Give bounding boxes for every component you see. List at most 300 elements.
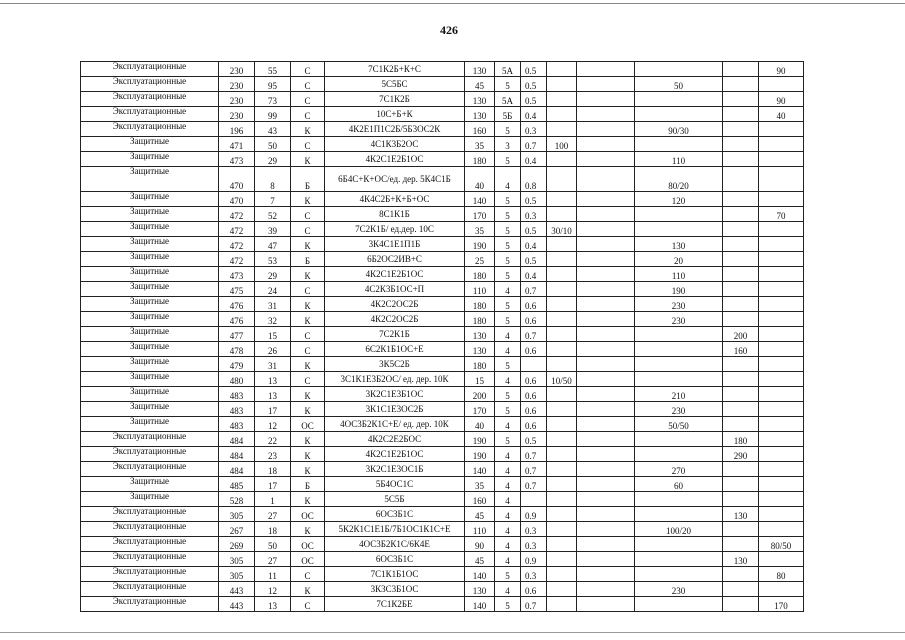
- cell-age: 130: [465, 582, 495, 597]
- cell-val-1: [547, 297, 577, 312]
- cell-val-4: [723, 192, 759, 207]
- cell-val-4: [723, 252, 759, 267]
- cell-category: Эксплуатационные: [81, 432, 219, 447]
- cell-category: Эксплуатационные: [81, 597, 219, 612]
- cell-composition: 7С1К1Б1ОС: [325, 567, 465, 582]
- cell-composition: 5Б4ОС1С: [325, 477, 465, 492]
- cell-age: 130: [465, 327, 495, 342]
- cell-class: 5: [495, 432, 521, 447]
- cell-val-2: 130: [635, 237, 723, 252]
- page-number: 426: [440, 23, 458, 37]
- cell-category: Эксплуатационные: [81, 122, 219, 137]
- cell-species: ОС: [291, 507, 325, 522]
- table-row: [81, 567, 804, 582]
- cell-composition: 4К2С1Е2Б1ОС: [325, 447, 465, 462]
- cell-density: 0.7: [521, 137, 547, 152]
- cell-val-1: [547, 477, 577, 492]
- cell-category: Защитные: [81, 137, 219, 152]
- cell-val-1b: [577, 297, 635, 312]
- cell-val-1: [547, 312, 577, 327]
- cell-plot: 12: [255, 417, 291, 432]
- cell-quarter: 443: [219, 597, 255, 612]
- cell-species: К: [291, 402, 325, 417]
- cell-val-1b: [577, 327, 635, 342]
- cell-val-1b: [577, 252, 635, 267]
- cell-val-1b: [577, 152, 635, 167]
- cell-age: 140: [465, 567, 495, 582]
- table-row: [81, 477, 804, 492]
- cell-age: 45: [465, 77, 495, 92]
- cell-val-4: [723, 267, 759, 282]
- cell-class: 5: [495, 567, 521, 582]
- cell-val-4: [723, 107, 759, 122]
- cell-species: К: [291, 357, 325, 372]
- cell-plot: 27: [255, 507, 291, 522]
- table-row: [81, 92, 804, 107]
- cell-density: 0.6: [521, 297, 547, 312]
- cell-age: 130: [465, 62, 495, 77]
- cell-composition: 3К1С1Е3ОС2Б: [325, 402, 465, 417]
- cell-age: 180: [465, 357, 495, 372]
- cell-quarter: 477: [219, 327, 255, 342]
- cell-category: Эксплуатационные: [81, 92, 219, 107]
- cell-density: 0.7: [521, 477, 547, 492]
- cell-val-4: [723, 167, 759, 192]
- cell-val-1: [547, 152, 577, 167]
- table-row: [81, 537, 804, 552]
- cell-category: Защитные: [81, 237, 219, 252]
- cell-quarter: 230: [219, 77, 255, 92]
- cell-val-1: [547, 357, 577, 372]
- table-row: [81, 282, 804, 297]
- cell-class: 4: [495, 417, 521, 432]
- cell-plot: 17: [255, 477, 291, 492]
- cell-val-5: [759, 267, 804, 282]
- cell-val-2: [635, 107, 723, 122]
- cell-val-2: [635, 62, 723, 77]
- cell-val-4: [723, 282, 759, 297]
- cell-val-5: [759, 477, 804, 492]
- cell-species: С: [291, 207, 325, 222]
- cell-plot: 1: [255, 492, 291, 507]
- cell-val-1: [547, 107, 577, 122]
- cell-category: Эксплуатационные: [81, 582, 219, 597]
- cell-age: 25: [465, 252, 495, 267]
- cell-age: 140: [465, 462, 495, 477]
- cell-val-5: 170: [759, 597, 804, 612]
- cell-age: 40: [465, 167, 495, 192]
- cell-val-1b: [577, 312, 635, 327]
- cell-age: 160: [465, 122, 495, 137]
- cell-val-1: [547, 207, 577, 222]
- cell-val-1b: [577, 432, 635, 447]
- cell-species: ОС: [291, 537, 325, 552]
- table-row: [81, 342, 804, 357]
- table-row: [81, 492, 804, 507]
- cell-val-1: [547, 402, 577, 417]
- cell-composition: 6ОС3Б1С: [325, 552, 465, 567]
- cell-species: К: [291, 237, 325, 252]
- cell-class: 4: [495, 342, 521, 357]
- cell-composition: 3К4С1Е1П1Б: [325, 237, 465, 252]
- cell-val-2: 110: [635, 267, 723, 282]
- cell-composition: 3К2С1Е3Б1ОС: [325, 387, 465, 402]
- cell-class: 5Б: [495, 107, 521, 122]
- cell-category: Защитные: [81, 357, 219, 372]
- cell-val-2: 230: [635, 312, 723, 327]
- cell-composition: 5С5Б: [325, 492, 465, 507]
- cell-age: 140: [465, 597, 495, 612]
- cell-val-1b: [577, 387, 635, 402]
- cell-category: Защитные: [81, 252, 219, 267]
- cell-val-1b: [577, 402, 635, 417]
- cell-composition: 7С1К2БЕ: [325, 597, 465, 612]
- cell-composition: 6С2К1Б1ОС+Е: [325, 342, 465, 357]
- cell-val-1: [547, 432, 577, 447]
- cell-species: Б: [291, 477, 325, 492]
- table-row: [81, 297, 804, 312]
- forest-inventory-table: [80, 61, 804, 612]
- cell-age: 180: [465, 312, 495, 327]
- cell-composition: 5С5БС: [325, 77, 465, 92]
- cell-val-2: 60: [635, 477, 723, 492]
- cell-class: 4: [495, 462, 521, 477]
- cell-species: К: [291, 192, 325, 207]
- cell-val-1: [547, 522, 577, 537]
- cell-quarter: 472: [219, 207, 255, 222]
- cell-quarter: 305: [219, 567, 255, 582]
- cell-val-2: 270: [635, 462, 723, 477]
- cell-density: 0.6: [521, 387, 547, 402]
- cell-composition: 4К4С2Б+К+Б+ОС: [325, 192, 465, 207]
- table-row: [81, 402, 804, 417]
- cell-class: 5: [495, 312, 521, 327]
- cell-val-2: 190: [635, 282, 723, 297]
- cell-val-2: 50/50: [635, 417, 723, 432]
- cell-age: 140: [465, 192, 495, 207]
- cell-val-2: 90/30: [635, 122, 723, 137]
- cell-plot: 23: [255, 447, 291, 462]
- cell-species: С: [291, 62, 325, 77]
- cell-composition: 3К3С3Б1ОС: [325, 582, 465, 597]
- cell-val-5: [759, 192, 804, 207]
- cell-plot: 11: [255, 567, 291, 582]
- cell-category: Эксплуатационные: [81, 62, 219, 77]
- cell-val-4: 290: [723, 447, 759, 462]
- cell-plot: 15: [255, 327, 291, 342]
- cell-val-4: [723, 492, 759, 507]
- table-row: [81, 207, 804, 222]
- cell-category: Эксплуатационные: [81, 507, 219, 522]
- cell-age: 180: [465, 267, 495, 282]
- cell-val-1b: [577, 122, 635, 137]
- table-row: [81, 192, 804, 207]
- cell-val-2: [635, 432, 723, 447]
- cell-composition: 5К2К1С1Е1Б/7Б1ОС1К1С+Е: [325, 522, 465, 537]
- cell-val-1: [547, 62, 577, 77]
- cell-val-1: [547, 252, 577, 267]
- cell-age: 180: [465, 297, 495, 312]
- cell-val-2: [635, 507, 723, 522]
- cell-val-1b: [577, 447, 635, 462]
- cell-val-4: [723, 417, 759, 432]
- cell-composition: 4К2С1Е2Б1ОС: [325, 152, 465, 167]
- top-scan-rule: [0, 3, 905, 4]
- cell-val-1b: [577, 137, 635, 152]
- cell-density: 0.9: [521, 507, 547, 522]
- cell-val-2: 120: [635, 192, 723, 207]
- cell-category: Эксплуатационные: [81, 522, 219, 537]
- cell-composition: 4С1К3Б2ОС: [325, 137, 465, 152]
- table-row: [81, 462, 804, 477]
- cell-quarter: 483: [219, 387, 255, 402]
- cell-species: С: [291, 107, 325, 122]
- table-row: [81, 597, 804, 612]
- cell-species: С: [291, 372, 325, 387]
- cell-composition: 4С2К3Б1ОС+П: [325, 282, 465, 297]
- cell-val-1b: [577, 537, 635, 552]
- cell-species: С: [291, 282, 325, 297]
- table-row: [81, 237, 804, 252]
- cell-val-2: [635, 222, 723, 237]
- cell-density: 0.5: [521, 222, 547, 237]
- cell-val-1: [547, 267, 577, 282]
- cell-val-5: [759, 492, 804, 507]
- cell-density: 0.3: [521, 122, 547, 137]
- cell-density: 0.5: [521, 432, 547, 447]
- cell-quarter: 230: [219, 107, 255, 122]
- cell-age: 40: [465, 417, 495, 432]
- cell-class: 5: [495, 402, 521, 417]
- cell-class: 5: [495, 122, 521, 137]
- cell-category: Защитные: [81, 372, 219, 387]
- cell-category: Защитные: [81, 492, 219, 507]
- cell-val-4: [723, 387, 759, 402]
- cell-composition: 6ОС3Б1С: [325, 507, 465, 522]
- cell-category: Защитные: [81, 192, 219, 207]
- cell-plot: 55: [255, 62, 291, 77]
- cell-val-1: 100: [547, 137, 577, 152]
- cell-val-1b: [577, 567, 635, 582]
- cell-val-1b: [577, 282, 635, 297]
- cell-species: Б: [291, 167, 325, 192]
- cell-category: Эксплуатационные: [81, 107, 219, 122]
- cell-quarter: 480: [219, 372, 255, 387]
- cell-plot: 47: [255, 237, 291, 252]
- cell-species: С: [291, 92, 325, 107]
- cell-val-2: [635, 207, 723, 222]
- cell-val-4: [723, 297, 759, 312]
- cell-val-1: [547, 507, 577, 522]
- cell-val-2: [635, 342, 723, 357]
- cell-density: 0.5: [521, 92, 547, 107]
- cell-density: 0.6: [521, 342, 547, 357]
- cell-val-1b: [577, 507, 635, 522]
- cell-category: Эксплуатационные: [81, 552, 219, 567]
- cell-val-2: 230: [635, 297, 723, 312]
- cell-species: К: [291, 122, 325, 137]
- cell-composition: 4К2С2ОС2Б: [325, 297, 465, 312]
- cell-val-4: [723, 77, 759, 92]
- cell-quarter: 472: [219, 237, 255, 252]
- cell-species: ОС: [291, 552, 325, 567]
- cell-quarter: 230: [219, 92, 255, 107]
- cell-category: Защитные: [81, 312, 219, 327]
- table-row: [81, 372, 804, 387]
- cell-val-5: [759, 222, 804, 237]
- cell-plot: 29: [255, 152, 291, 167]
- cell-val-4: [723, 522, 759, 537]
- cell-plot: 95: [255, 77, 291, 92]
- cell-val-4: [723, 237, 759, 252]
- cell-val-4: [723, 582, 759, 597]
- cell-val-2: 100/20: [635, 522, 723, 537]
- cell-composition: 7С2К1Б: [325, 327, 465, 342]
- cell-category: Защитные: [81, 282, 219, 297]
- cell-val-5: [759, 507, 804, 522]
- table-row: [81, 447, 804, 462]
- table-row: [81, 107, 804, 122]
- cell-quarter: 305: [219, 507, 255, 522]
- cell-val-1: [547, 282, 577, 297]
- cell-species: К: [291, 297, 325, 312]
- cell-quarter: 475: [219, 282, 255, 297]
- table-row: [81, 137, 804, 152]
- table-row: [81, 522, 804, 537]
- cell-plot: 17: [255, 402, 291, 417]
- cell-val-5: 90: [759, 62, 804, 77]
- cell-age: 15: [465, 372, 495, 387]
- cell-val-1: [547, 462, 577, 477]
- cell-val-5: [759, 312, 804, 327]
- cell-density: 0.6: [521, 402, 547, 417]
- table-row: [81, 222, 804, 237]
- cell-class: 4: [495, 492, 521, 507]
- cell-quarter: 305: [219, 552, 255, 567]
- cell-val-4: [723, 137, 759, 152]
- cell-age: 170: [465, 402, 495, 417]
- cell-quarter: 443: [219, 582, 255, 597]
- cell-category: Эксплуатационные: [81, 537, 219, 552]
- cell-plot: 13: [255, 387, 291, 402]
- cell-val-1: [547, 77, 577, 92]
- cell-val-1: [547, 447, 577, 462]
- cell-val-1: [547, 537, 577, 552]
- table-row: [81, 152, 804, 167]
- cell-val-5: [759, 402, 804, 417]
- cell-val-1: [547, 387, 577, 402]
- cell-val-1b: [577, 552, 635, 567]
- cell-val-2: [635, 492, 723, 507]
- cell-val-2: [635, 92, 723, 107]
- cell-val-4: [723, 92, 759, 107]
- cell-composition: 4К2С2ОС2Б: [325, 312, 465, 327]
- cell-category: Эксплуатационные: [81, 447, 219, 462]
- cell-val-5: 40: [759, 107, 804, 122]
- cell-val-5: [759, 582, 804, 597]
- cell-density: 0.5: [521, 252, 547, 267]
- cell-val-2: 230: [635, 402, 723, 417]
- cell-val-4: [723, 372, 759, 387]
- cell-val-1b: [577, 417, 635, 432]
- cell-val-1: [547, 122, 577, 137]
- cell-val-4: 130: [723, 507, 759, 522]
- cell-species: С: [291, 222, 325, 237]
- cell-quarter: 470: [219, 167, 255, 192]
- cell-val-5: [759, 167, 804, 192]
- cell-class: 5: [495, 222, 521, 237]
- cell-val-5: 80: [759, 567, 804, 582]
- cell-plot: 43: [255, 122, 291, 137]
- cell-species: К: [291, 432, 325, 447]
- cell-quarter: 483: [219, 402, 255, 417]
- cell-density: 0.7: [521, 447, 547, 462]
- cell-plot: 13: [255, 597, 291, 612]
- table-row: [81, 267, 804, 282]
- bottom-scan-rule: [0, 632, 905, 633]
- cell-val-1b: [577, 167, 635, 192]
- cell-val-1: [547, 92, 577, 107]
- table-row: [81, 387, 804, 402]
- cell-category: Защитные: [81, 222, 219, 237]
- cell-species: К: [291, 522, 325, 537]
- cell-density: 0.3: [521, 537, 547, 552]
- cell-class: 5: [495, 77, 521, 92]
- cell-class: 5: [495, 597, 521, 612]
- cell-quarter: 484: [219, 462, 255, 477]
- cell-val-1b: [577, 462, 635, 477]
- cell-val-4: [723, 537, 759, 552]
- cell-quarter: 484: [219, 432, 255, 447]
- cell-val-4: [723, 357, 759, 372]
- cell-density: 0.5: [521, 192, 547, 207]
- cell-val-2: [635, 537, 723, 552]
- cell-val-1b: [577, 192, 635, 207]
- cell-species: С: [291, 327, 325, 342]
- cell-class: 5: [495, 252, 521, 267]
- cell-species: ОС: [291, 417, 325, 432]
- cell-class: 4: [495, 167, 521, 192]
- cell-val-4: [723, 312, 759, 327]
- cell-quarter: 230: [219, 62, 255, 77]
- cell-category: Эксплуатационные: [81, 567, 219, 582]
- cell-age: 110: [465, 522, 495, 537]
- cell-density: 0.5: [521, 62, 547, 77]
- cell-val-2: 110: [635, 152, 723, 167]
- cell-composition: 8С1К1Б: [325, 207, 465, 222]
- cell-age: 160: [465, 492, 495, 507]
- cell-class: 4: [495, 372, 521, 387]
- cell-category: Защитные: [81, 387, 219, 402]
- cell-density: 0.7: [521, 327, 547, 342]
- cell-val-5: [759, 552, 804, 567]
- cell-category: Защитные: [81, 402, 219, 417]
- table-row: [81, 582, 804, 597]
- cell-val-4: [723, 152, 759, 167]
- cell-val-1: [547, 582, 577, 597]
- cell-quarter: 476: [219, 312, 255, 327]
- cell-density: 0.7: [521, 282, 547, 297]
- cell-val-2: 210: [635, 387, 723, 402]
- cell-density: 0.4: [521, 107, 547, 122]
- cell-plot: 31: [255, 357, 291, 372]
- cell-density: 0.3: [521, 522, 547, 537]
- cell-density: 0.6: [521, 417, 547, 432]
- cell-density: 0.3: [521, 567, 547, 582]
- cell-quarter: 478: [219, 342, 255, 357]
- cell-val-5: 70: [759, 207, 804, 222]
- cell-class: 5: [495, 357, 521, 372]
